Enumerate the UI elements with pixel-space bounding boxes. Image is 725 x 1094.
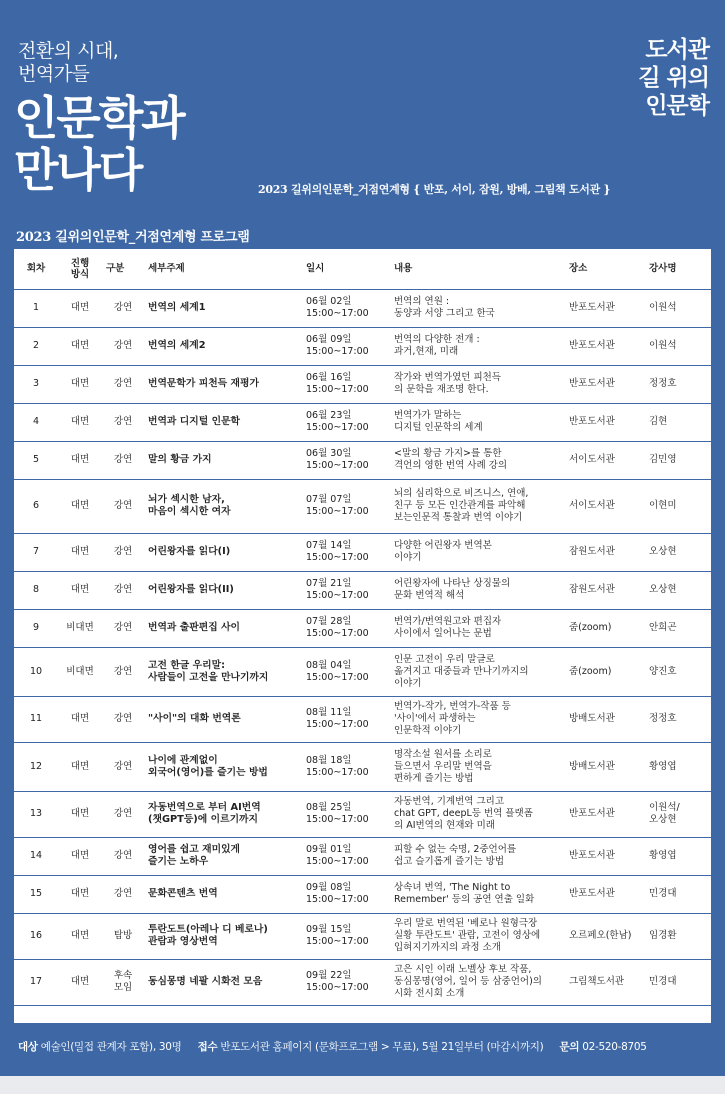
cell-content: 번역의 다양한 전개 : 과거,현재, 미래 [390,327,565,365]
cell-mode: 대면 [58,696,102,742]
cell-place: 반포도서관 [565,837,645,875]
cell-content: 다양한 어린왕자 번역본 이야기 [390,533,565,571]
cell-topic: 뇌가 섹시한 남자, 마음이 섹시한 여자 [144,479,302,533]
cell-date: 08월 18일 15:00~17:00 [302,742,390,791]
cell-lecturer: 정정호 [645,365,711,403]
cell-content: 번역가/번역원고와 편집자 사이에서 일어나는 문법 [390,609,565,647]
cell-content: 작가와 번역가였던 피천득 의 문학을 재조명 한다. [390,365,565,403]
cell-mode: 대면 [58,403,102,441]
cell-lecturer: 민경대 [645,959,711,1005]
subtitle-line-2: 번역가들 [18,63,90,85]
cell-date: 06월 23일 15:00~17:00 [302,403,390,441]
cell-no: 1 [14,289,58,327]
cell-place: 그림책도서관 [565,959,645,1005]
table-row [14,837,711,875]
cell-place: 오르페오(한남) [565,913,645,959]
cell-lecturer: 오상현 [645,571,711,609]
cell-date: 07월 14일 15:00~17:00 [302,533,390,571]
table-row [14,791,711,837]
cell-type: 강연 [102,365,144,403]
header-content: 내용 [390,249,565,289]
cell-date: 06월 16일 15:00~17:00 [302,365,390,403]
cell-lecturer: 김현 [645,403,711,441]
cell-type: 강연 [102,289,144,327]
cell-date: 09월 08일 15:00~17:00 [302,875,390,913]
cell-topic: 번역과 출판편집 사이 [144,609,302,647]
cell-topic: 번역과 디지털 인문학 [144,403,302,441]
cell-no: 6 [14,479,58,533]
cell-type: 강연 [102,479,144,533]
cell-no: 16 [14,913,58,959]
cell-topic: 자동번역으로 부터 AI번역 (챗GPT등)에 이르기까지 [144,791,302,837]
header-lecturer: 강사명 [645,249,711,289]
cell-place: 반포도서관 [565,875,645,913]
program-table-container [14,247,711,1023]
cell-topic: 투란도트(아레나 디 베로나) 관람과 영상번역 [144,913,302,959]
cell-mode: 대면 [58,959,102,1005]
header-no: 회차 [14,249,58,289]
table-row [14,742,711,791]
cell-mode: 대면 [58,365,102,403]
header-place: 장소 [565,249,645,289]
cell-type: 강연 [102,647,144,696]
cell-lecturer: 이원석 [645,289,711,327]
cell-no: 12 [14,742,58,791]
cell-topic: 문화콘텐츠 번역 [144,875,302,913]
cell-lecturer: 임경환 [645,913,711,959]
table-row [14,289,711,327]
poster-tagline: 2023 길위의인문학_거점연계형 { 반포, 서이, 잠원, 방배, 그림책 도서관 } [258,183,611,196]
table-row [14,479,711,533]
cell-content: 어린왕자에 나타난 상징물의 문화 번역적 해석 [390,571,565,609]
cell-type: 강연 [102,571,144,609]
cell-place: 서이도서관 [565,479,645,533]
cell-no: 10 [14,647,58,696]
table-row [14,913,711,959]
contact-label: 문의 [559,1041,580,1053]
logo-line-1: 도서관 [645,37,709,63]
cell-mode: 대면 [58,571,102,609]
target-label: 대상 [18,1041,38,1053]
cell-topic: 번역의 세계2 [144,327,302,365]
cell-lecturer: 오상현 [645,533,711,571]
table-header-row [14,249,711,289]
header-date: 일시 [302,249,390,289]
cell-type: 강연 [102,837,144,875]
cell-topic: 번역문학가 피천득 재평가 [144,365,302,403]
poster-header [0,0,725,215]
cell-topic: 말의 황금 가지 [144,441,302,479]
cell-type: 강연 [102,696,144,742]
cell-lecturer: 이현미 [645,479,711,533]
register-label: 접수 [197,1041,218,1053]
program-title: 2023 길위의인문학_거점연계형 프로그램 [16,230,250,245]
cell-lecturer: 황영엽 [645,837,711,875]
cell-mode: 대면 [58,479,102,533]
cell-lecturer: 민경대 [645,875,711,913]
table-row [14,875,711,913]
cell-no: 9 [14,609,58,647]
table-row [14,696,711,742]
cell-type: 탐방 [102,913,144,959]
cell-content: 피할 수 없는 숙명, 2중언어를 쉽고 슬기롭게 즐기는 방법 [390,837,565,875]
cell-mode: 대면 [58,289,102,327]
cell-content: 명작소설 원서를 소리로 들으면서 우리말 번역을 편하게 즐기는 방법 [390,742,565,791]
cell-type: 강연 [102,327,144,365]
cell-lecturer: 안희곤 [645,609,711,647]
cell-topic: 나이에 관계없이 외국어(영어)를 즐기는 방법 [144,742,302,791]
cell-place: 잠원도서관 [565,533,645,571]
cell-mode: 대면 [58,875,102,913]
cell-no: 7 [14,533,58,571]
cell-type: 강연 [102,742,144,791]
cell-no: 5 [14,441,58,479]
cell-no: 13 [14,791,58,837]
cell-no: 11 [14,696,58,742]
table-row [14,365,711,403]
poster-title [14,92,184,196]
contact-value: 02-520-8705 [582,1041,647,1053]
cell-date: 07월 07일 15:00~17:00 [302,479,390,533]
cell-content: 번역가가 말하는 디지털 인문학의 세계 [390,403,565,441]
header-type: 구분 [102,249,144,289]
cell-content: 번역의 연원 : 동양과 서양 그리고 한국 [390,289,565,327]
cell-type: 강연 [102,533,144,571]
title-line-2: 만나다 [14,143,142,197]
cell-place: 서이도서관 [565,441,645,479]
cell-mode: 대면 [58,441,102,479]
program-table [14,249,711,1006]
cell-mode: 대면 [58,837,102,875]
register-value: 반포도서관 홈페이지 (문화프로그램 > 무료), 5월 21일부터 (마감시까지) [220,1041,544,1053]
cell-mode: 대면 [58,913,102,959]
header-mode: 진행 방식 [58,249,102,289]
table-row [14,327,711,365]
cell-date: 08월 04일 15:00~17:00 [302,647,390,696]
cell-mode: 대면 [58,327,102,365]
cell-topic: 동심몽명 네팔 시화전 모음 [144,959,302,1005]
table-row [14,609,711,647]
cell-place: 잠원도서관 [565,571,645,609]
poster-footer [18,1039,647,1054]
table-row [14,647,711,696]
cell-topic: 어린왕자를 읽다(I) [144,533,302,571]
cell-date: 09월 15일 15:00~17:00 [302,913,390,959]
logo-line-3: 인문학 [645,93,709,119]
cell-place: 줌(zoom) [565,609,645,647]
title-line-1: 인문학과 [14,91,184,145]
cell-no: 2 [14,327,58,365]
cell-date: 06월 02일 15:00~17:00 [302,289,390,327]
cell-lecturer: 김민영 [645,441,711,479]
cell-place: 반포도서관 [565,791,645,837]
cell-no: 17 [14,959,58,1005]
cell-date: 08월 11일 15:00~17:00 [302,696,390,742]
cell-lecturer: 이원석 [645,327,711,365]
cell-lecturer: 양진호 [645,647,711,696]
target-value: 예술인(밀접 관계자 포함), 30명 [40,1041,182,1053]
cell-date: 07월 21일 15:00~17:00 [302,571,390,609]
cell-no: 8 [14,571,58,609]
cell-content: 인문 고전이 우리 말글로 옮겨지고 대중들과 만나기까지의 이야기 [390,647,565,696]
cell-type: 강연 [102,403,144,441]
table-body [14,289,711,1005]
cell-type: 강연 [102,875,144,913]
table-row [14,571,711,609]
cell-content: 번역가-작가, 번역가-작품 등 '사이'에서 파생하는 인문학적 이야기 [390,696,565,742]
cell-date: 06월 09일 15:00~17:00 [302,327,390,365]
cell-place: 반포도서관 [565,327,645,365]
cell-place: 줌(zoom) [565,647,645,696]
cell-lecturer: 황영엽 [645,742,711,791]
table-row [14,403,711,441]
cell-place: 반포도서관 [565,289,645,327]
table-row [14,441,711,479]
cell-place: 반포도서관 [565,403,645,441]
logo-line-2: 길 위의 [638,65,709,91]
cell-content: <말의 황금 가지>를 통한 격언의 영한 번역 사례 강의 [390,441,565,479]
cell-content: 우리 말로 번역된 '베로나 원형극장 실황 투란도트' 관람, 고전이 영상에 입혀지기까지의 과정 소개 [390,913,565,959]
subtitle-line-1: 전환의 시대, [18,40,119,62]
cell-lecturer: 정정호 [645,696,711,742]
cell-content: 상속녀 번역, 'The Night to Remember' 등의 공연 연출 일화 [390,875,565,913]
poster-subtitle [18,40,118,86]
cell-type: 강연 [102,609,144,647]
cell-content: 고은 시인 이래 노벨상 후보 작품, 동심몽명(영어, 일어 등 삼중언어)의 시화 전시회 소개 [390,959,565,1005]
cell-date: 07월 28일 15:00~17:00 [302,609,390,647]
cell-date: 06월 30일 15:00~17:00 [302,441,390,479]
cell-topic: 고전 한글 우리말: 사람들이 고전을 만나기까지 [144,647,302,696]
cell-type: 강연 [102,441,144,479]
cell-type: 강연 [102,791,144,837]
cell-content: 뇌의 심리학으로 비즈니스, 연애, 친구 등 모든 인간관계를 파악해 보는인문적 통찰과 번역 이야기 [390,479,565,533]
cell-topic: 어린왕자를 읽다(II) [144,571,302,609]
table-row [14,959,711,1005]
cell-content: 자동번역, 기계번역 그리고 chat GPT, deepL등 번역 플랫폼 의 AI번역의 현재와 미래 [390,791,565,837]
cell-lecturer: 이원석/ 오상현 [645,791,711,837]
cell-no: 3 [14,365,58,403]
cell-mode: 비대면 [58,609,102,647]
cell-mode: 대면 [58,533,102,571]
cell-date: 09월 22일 15:00~17:00 [302,959,390,1005]
cell-place: 방배도서관 [565,742,645,791]
cell-mode: 비대면 [58,647,102,696]
cell-date: 08월 25일 15:00~17:00 [302,791,390,837]
cell-topic: 영어를 쉽고 재미있게 즐기는 노하우 [144,837,302,875]
cell-topic: 번역의 세계1 [144,289,302,327]
cell-no: 15 [14,875,58,913]
cell-mode: 대면 [58,742,102,791]
cell-type: 후속 모임 [102,959,144,1005]
cell-date: 09월 01일 15:00~17:00 [302,837,390,875]
cell-place: 방배도서관 [565,696,645,742]
cell-no: 14 [14,837,58,875]
cell-place: 반포도서관 [565,365,645,403]
cell-topic: "사이"의 대화 번역론 [144,696,302,742]
cell-mode: 대면 [58,791,102,837]
library-logo [638,36,709,120]
cell-no: 4 [14,403,58,441]
header-topic: 세부주제 [144,249,302,289]
table-row [14,533,711,571]
